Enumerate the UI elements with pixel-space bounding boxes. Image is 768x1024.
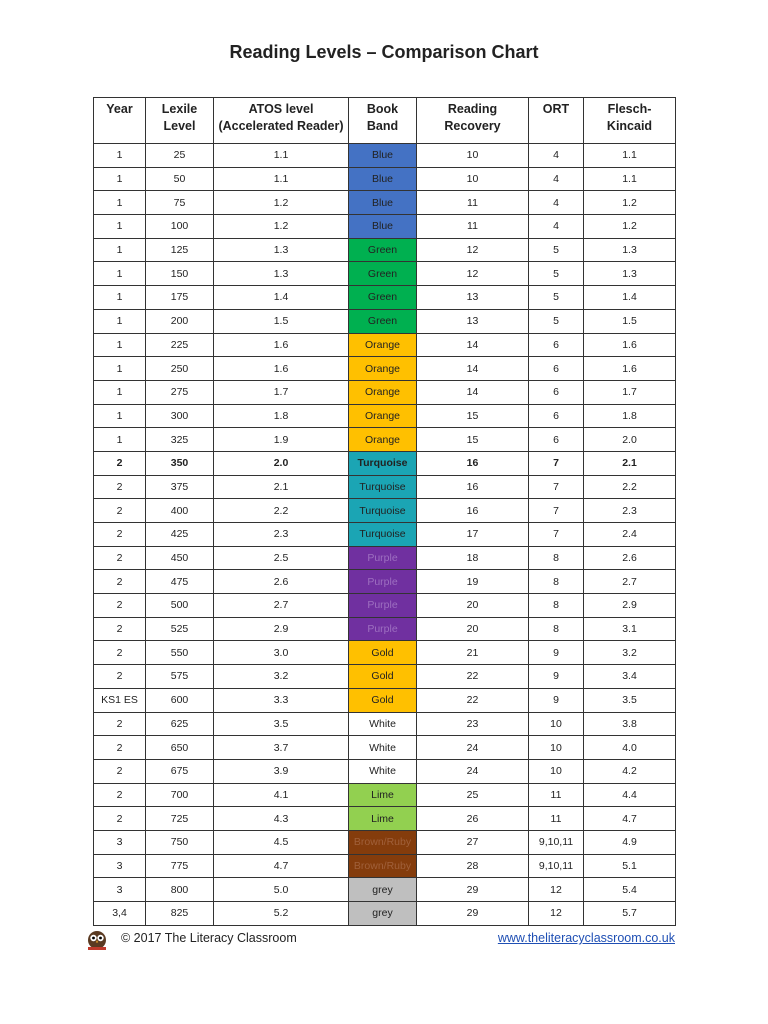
cell-year: 2 (94, 475, 146, 499)
cell-reading-recovery: 13 (417, 309, 529, 333)
cell-flesch-kincaid: 2.7 (584, 570, 676, 594)
table-row (94, 902, 676, 926)
cell-year: 2 (94, 594, 146, 618)
col-header-flesch-kincaid (584, 98, 676, 144)
cell-lexile: 275 (146, 380, 214, 404)
col-header-year-line: Year (106, 102, 133, 116)
col-header-fk-line1: Flesch- (607, 102, 652, 116)
cell-year: 1 (94, 262, 146, 286)
cell-year: 2 (94, 499, 146, 523)
col-header-lexile (146, 98, 214, 144)
cell-atos: 2.9 (214, 617, 349, 641)
cell-ort: 9 (529, 641, 584, 665)
cell-flesch-kincaid: 3.2 (584, 641, 676, 665)
cell-atos: 5.2 (214, 902, 349, 926)
cell-ort: 5 (529, 238, 584, 262)
cell-flesch-kincaid: 1.5 (584, 309, 676, 333)
table-row (94, 665, 676, 689)
cell-year: 2 (94, 712, 146, 736)
col-header-ort-line: ORT (542, 102, 570, 116)
cell-year: 2 (94, 523, 146, 547)
table-row (94, 688, 676, 712)
cell-reading-recovery: 25 (417, 783, 529, 807)
cell-reading-recovery: 15 (417, 428, 529, 452)
page-title: Reading Levels – Comparison Chart (229, 42, 539, 62)
cell-flesch-kincaid: 4.0 (584, 736, 676, 760)
cell-year: 2 (94, 783, 146, 807)
cell-reading-recovery: 11 (417, 191, 529, 215)
table-row (94, 475, 676, 499)
cell-reading-recovery: 16 (417, 451, 529, 475)
cell-atos: 4.3 (214, 807, 349, 831)
table-row (94, 499, 676, 523)
cell-book-band: Gold (349, 688, 417, 712)
table-row (94, 191, 676, 215)
cell-lexile: 25 (146, 144, 214, 168)
website-link[interactable]: www.theliteracyclassroom.co.uk (497, 931, 675, 945)
cell-atos: 2.5 (214, 546, 349, 570)
cell-lexile: 75 (146, 191, 214, 215)
cell-book-band: Purple (349, 617, 417, 641)
cell-flesch-kincaid: 3.4 (584, 665, 676, 689)
cell-book-band: Lime (349, 783, 417, 807)
cell-ort: 9,10,11 (529, 830, 584, 854)
cell-book-band: White (349, 759, 417, 783)
table-row (94, 357, 676, 381)
cell-flesch-kincaid: 1.7 (584, 380, 676, 404)
cell-ort: 6 (529, 333, 584, 357)
cell-lexile: 100 (146, 215, 214, 239)
cell-ort: 5 (529, 262, 584, 286)
cell-ort: 10 (529, 712, 584, 736)
cell-ort: 6 (529, 357, 584, 381)
cell-reading-recovery: 12 (417, 238, 529, 262)
cell-year: 1 (94, 191, 146, 215)
cell-flesch-kincaid: 3.1 (584, 617, 676, 641)
cell-flesch-kincaid: 1.6 (584, 333, 676, 357)
cell-year: 1 (94, 404, 146, 428)
cell-lexile: 175 (146, 286, 214, 310)
cell-atos: 4.5 (214, 830, 349, 854)
cell-book-band: Green (349, 238, 417, 262)
owl-icon (85, 928, 109, 950)
cell-ort: 11 (529, 783, 584, 807)
cell-year: 1 (94, 357, 146, 381)
cell-flesch-kincaid: 1.8 (584, 404, 676, 428)
cell-book-band: Turquoise (349, 451, 417, 475)
cell-lexile: 700 (146, 783, 214, 807)
cell-lexile: 475 (146, 570, 214, 594)
cell-flesch-kincaid: 5.7 (584, 902, 676, 926)
cell-book-band: Brown/Ruby (349, 854, 417, 878)
cell-book-band: Turquoise (349, 523, 417, 547)
cell-year: 2 (94, 451, 146, 475)
cell-atos: 1.3 (214, 238, 349, 262)
cell-lexile: 300 (146, 404, 214, 428)
cell-reading-recovery: 16 (417, 499, 529, 523)
cell-atos: 4.7 (214, 854, 349, 878)
cell-flesch-kincaid: 4.2 (584, 759, 676, 783)
cell-atos: 1.4 (214, 286, 349, 310)
cell-reading-recovery: 24 (417, 736, 529, 760)
col-header-band-line1: Book (366, 102, 399, 116)
table-row (94, 783, 676, 807)
cell-atos: 1.6 (214, 333, 349, 357)
table-row (94, 309, 676, 333)
cell-book-band: Blue (349, 167, 417, 191)
cell-reading-recovery: 16 (417, 475, 529, 499)
cell-flesch-kincaid: 4.4 (584, 783, 676, 807)
col-header-band-line2: Band (366, 119, 399, 133)
cell-book-band: Lime (349, 807, 417, 831)
cell-atos: 3.2 (214, 665, 349, 689)
cell-year: 1 (94, 238, 146, 262)
cell-reading-recovery: 13 (417, 286, 529, 310)
col-header-reading-recovery (417, 98, 529, 144)
cell-atos: 3.7 (214, 736, 349, 760)
cell-flesch-kincaid: 1.3 (584, 262, 676, 286)
cell-lexile: 150 (146, 262, 214, 286)
table-row (94, 286, 676, 310)
cell-reading-recovery: 28 (417, 854, 529, 878)
cell-ort: 5 (529, 309, 584, 333)
cell-reading-recovery: 20 (417, 594, 529, 618)
cell-lexile: 400 (146, 499, 214, 523)
cell-year: KS1 ES (94, 688, 146, 712)
table-row (94, 617, 676, 641)
header-row (94, 98, 676, 144)
cell-atos: 1.7 (214, 380, 349, 404)
cell-flesch-kincaid: 2.6 (584, 546, 676, 570)
table-row (94, 215, 676, 239)
table-body (94, 144, 676, 926)
table-row (94, 428, 676, 452)
cell-book-band: Turquoise (349, 499, 417, 523)
cell-lexile: 525 (146, 617, 214, 641)
cell-year: 1 (94, 333, 146, 357)
cell-reading-recovery: 10 (417, 167, 529, 191)
cell-flesch-kincaid: 2.3 (584, 499, 676, 523)
cell-ort: 4 (529, 167, 584, 191)
cell-year: 1 (94, 286, 146, 310)
cell-year: 3 (94, 830, 146, 854)
cell-lexile: 200 (146, 309, 214, 333)
cell-year: 3 (94, 854, 146, 878)
cell-lexile: 425 (146, 523, 214, 547)
col-header-year (94, 98, 146, 144)
table-row (94, 807, 676, 831)
cell-lexile: 625 (146, 712, 214, 736)
cell-ort: 12 (529, 878, 584, 902)
cell-reading-recovery: 20 (417, 617, 529, 641)
table-row (94, 641, 676, 665)
cell-ort: 10 (529, 736, 584, 760)
cell-flesch-kincaid: 4.9 (584, 830, 676, 854)
cell-reading-recovery: 27 (417, 830, 529, 854)
col-header-book-band (349, 98, 417, 144)
cell-year: 2 (94, 736, 146, 760)
cell-ort: 7 (529, 499, 584, 523)
cell-ort: 8 (529, 546, 584, 570)
cell-flesch-kincaid: 2.4 (584, 523, 676, 547)
cell-lexile: 225 (146, 333, 214, 357)
cell-lexile: 350 (146, 451, 214, 475)
cell-atos: 3.9 (214, 759, 349, 783)
cell-reading-recovery: 22 (417, 665, 529, 689)
cell-year: 1 (94, 144, 146, 168)
cell-atos: 1.8 (214, 404, 349, 428)
cell-reading-recovery: 14 (417, 333, 529, 357)
cell-book-band: White (349, 736, 417, 760)
cell-ort: 11 (529, 807, 584, 831)
cell-atos: 2.0 (214, 451, 349, 475)
cell-book-band: Orange (349, 357, 417, 381)
cell-atos: 2.3 (214, 523, 349, 547)
cell-ort: 9 (529, 665, 584, 689)
cell-reading-recovery: 12 (417, 262, 529, 286)
col-header-atos (214, 98, 349, 144)
cell-book-band: Blue (349, 191, 417, 215)
cell-book-band: Purple (349, 546, 417, 570)
cell-flesch-kincaid: 1.6 (584, 357, 676, 381)
reading-levels-table (93, 97, 676, 926)
cell-lexile: 800 (146, 878, 214, 902)
col-header-fk-line2: Kincaid (606, 119, 653, 133)
cell-ort: 6 (529, 404, 584, 428)
cell-year: 2 (94, 617, 146, 641)
cell-book-band: Blue (349, 215, 417, 239)
cell-year: 1 (94, 309, 146, 333)
cell-flesch-kincaid: 1.2 (584, 215, 676, 239)
cell-reading-recovery: 15 (417, 404, 529, 428)
cell-lexile: 725 (146, 807, 214, 831)
cell-atos: 3.3 (214, 688, 349, 712)
cell-book-band: Orange (349, 404, 417, 428)
cell-book-band: grey (349, 902, 417, 926)
cell-book-band: Orange (349, 333, 417, 357)
table-row (94, 262, 676, 286)
cell-flesch-kincaid: 1.1 (584, 167, 676, 191)
cell-lexile: 550 (146, 641, 214, 665)
cell-atos: 1.1 (214, 167, 349, 191)
copyright-text: © 2017 The Literacy Classroom (121, 931, 297, 945)
cell-atos: 1.6 (214, 357, 349, 381)
cell-book-band: grey (349, 878, 417, 902)
cell-book-band: Green (349, 309, 417, 333)
col-header-lexile-line2: Level (163, 119, 196, 133)
cell-reading-recovery: 14 (417, 357, 529, 381)
cell-atos: 1.3 (214, 262, 349, 286)
cell-lexile: 500 (146, 594, 214, 618)
cell-reading-recovery: 26 (417, 807, 529, 831)
cell-lexile: 325 (146, 428, 214, 452)
footer (85, 928, 675, 952)
col-header-atos-line2: (Accelerated Reader) (218, 119, 344, 133)
col-header-atos-line1: ATOS level (248, 102, 314, 116)
cell-atos: 1.9 (214, 428, 349, 452)
cell-year: 2 (94, 759, 146, 783)
cell-ort: 6 (529, 380, 584, 404)
cell-book-band: Brown/Ruby (349, 830, 417, 854)
cell-atos: 1.2 (214, 191, 349, 215)
cell-flesch-kincaid: 5.4 (584, 878, 676, 902)
cell-year: 1 (94, 215, 146, 239)
cell-reading-recovery: 11 (417, 215, 529, 239)
cell-year: 2 (94, 807, 146, 831)
cell-atos: 1.5 (214, 309, 349, 333)
cell-atos: 2.7 (214, 594, 349, 618)
cell-flesch-kincaid: 4.7 (584, 807, 676, 831)
cell-flesch-kincaid: 1.4 (584, 286, 676, 310)
cell-atos: 2.2 (214, 499, 349, 523)
cell-year: 3 (94, 878, 146, 902)
cell-atos: 2.1 (214, 475, 349, 499)
cell-lexile: 750 (146, 830, 214, 854)
cell-ort: 10 (529, 759, 584, 783)
cell-flesch-kincaid: 3.5 (584, 688, 676, 712)
cell-flesch-kincaid: 5.1 (584, 854, 676, 878)
table-row (94, 594, 676, 618)
cell-lexile: 50 (146, 167, 214, 191)
cell-lexile: 600 (146, 688, 214, 712)
cell-ort: 8 (529, 617, 584, 641)
cell-book-band: White (349, 712, 417, 736)
cell-reading-recovery: 19 (417, 570, 529, 594)
cell-book-band: Green (349, 262, 417, 286)
cell-ort: 4 (529, 191, 584, 215)
cell-lexile: 125 (146, 238, 214, 262)
table-row (94, 712, 676, 736)
cell-reading-recovery: 29 (417, 902, 529, 926)
cell-flesch-kincaid: 2.2 (584, 475, 676, 499)
cell-lexile: 650 (146, 736, 214, 760)
table-row (94, 238, 676, 262)
cell-book-band: Orange (349, 380, 417, 404)
cell-ort: 12 (529, 902, 584, 926)
cell-ort: 9,10,11 (529, 854, 584, 878)
cell-ort: 8 (529, 570, 584, 594)
col-header-rr-line2: Recovery (444, 119, 501, 133)
cell-year: 1 (94, 380, 146, 404)
cell-flesch-kincaid: 1.1 (584, 144, 676, 168)
cell-reading-recovery: 14 (417, 380, 529, 404)
cell-ort: 6 (529, 428, 584, 452)
cell-reading-recovery: 21 (417, 641, 529, 665)
cell-atos: 2.6 (214, 570, 349, 594)
cell-book-band: Gold (349, 665, 417, 689)
cell-ort: 9 (529, 688, 584, 712)
cell-year: 1 (94, 428, 146, 452)
table-row (94, 830, 676, 854)
cell-reading-recovery: 22 (417, 688, 529, 712)
cell-ort: 7 (529, 451, 584, 475)
cell-lexile: 575 (146, 665, 214, 689)
cell-atos: 3.5 (214, 712, 349, 736)
cell-reading-recovery: 23 (417, 712, 529, 736)
cell-flesch-kincaid: 2.9 (584, 594, 676, 618)
cell-reading-recovery: 18 (417, 546, 529, 570)
cell-ort: 4 (529, 144, 584, 168)
cell-book-band: Purple (349, 594, 417, 618)
cell-ort: 8 (529, 594, 584, 618)
cell-book-band: Turquoise (349, 475, 417, 499)
cell-book-band: Green (349, 286, 417, 310)
cell-book-band: Purple (349, 570, 417, 594)
cell-flesch-kincaid: 3.8 (584, 712, 676, 736)
cell-year: 2 (94, 641, 146, 665)
table-row (94, 451, 676, 475)
table-row (94, 333, 676, 357)
cell-ort: 7 (529, 523, 584, 547)
table-row (94, 546, 676, 570)
table-row (94, 167, 676, 191)
table-row (94, 404, 676, 428)
cell-year: 2 (94, 546, 146, 570)
table-row (94, 878, 676, 902)
cell-flesch-kincaid: 1.3 (584, 238, 676, 262)
cell-year: 3,4 (94, 902, 146, 926)
table-row (94, 144, 676, 168)
cell-year: 1 (94, 167, 146, 191)
cell-flesch-kincaid: 2.1 (584, 451, 676, 475)
cell-lexile: 675 (146, 759, 214, 783)
col-header-lexile-line1: Lexile (161, 102, 198, 116)
cell-reading-recovery: 29 (417, 878, 529, 902)
table-row (94, 854, 676, 878)
cell-atos: 5.0 (214, 878, 349, 902)
table-row (94, 380, 676, 404)
cell-lexile: 450 (146, 546, 214, 570)
cell-flesch-kincaid: 1.2 (584, 191, 676, 215)
cell-lexile: 775 (146, 854, 214, 878)
table-row (94, 570, 676, 594)
cell-reading-recovery: 10 (417, 144, 529, 168)
cell-lexile: 375 (146, 475, 214, 499)
cell-year: 2 (94, 570, 146, 594)
table-row (94, 736, 676, 760)
table-row (94, 759, 676, 783)
cell-book-band: Orange (349, 428, 417, 452)
cell-reading-recovery: 17 (417, 523, 529, 547)
table-row (94, 523, 676, 547)
col-header-ort (529, 98, 584, 144)
cell-ort: 7 (529, 475, 584, 499)
cell-atos: 1.2 (214, 215, 349, 239)
cell-atos: 3.0 (214, 641, 349, 665)
cell-lexile: 250 (146, 357, 214, 381)
cell-atos: 1.1 (214, 144, 349, 168)
cell-atos: 4.1 (214, 783, 349, 807)
cell-ort: 4 (529, 215, 584, 239)
cell-year: 2 (94, 665, 146, 689)
cell-book-band: Gold (349, 641, 417, 665)
cell-book-band: Blue (349, 144, 417, 168)
cell-flesch-kincaid: 2.0 (584, 428, 676, 452)
cell-reading-recovery: 24 (417, 759, 529, 783)
cell-ort: 5 (529, 286, 584, 310)
col-header-rr-line1: Reading (447, 102, 498, 116)
cell-lexile: 825 (146, 902, 214, 926)
